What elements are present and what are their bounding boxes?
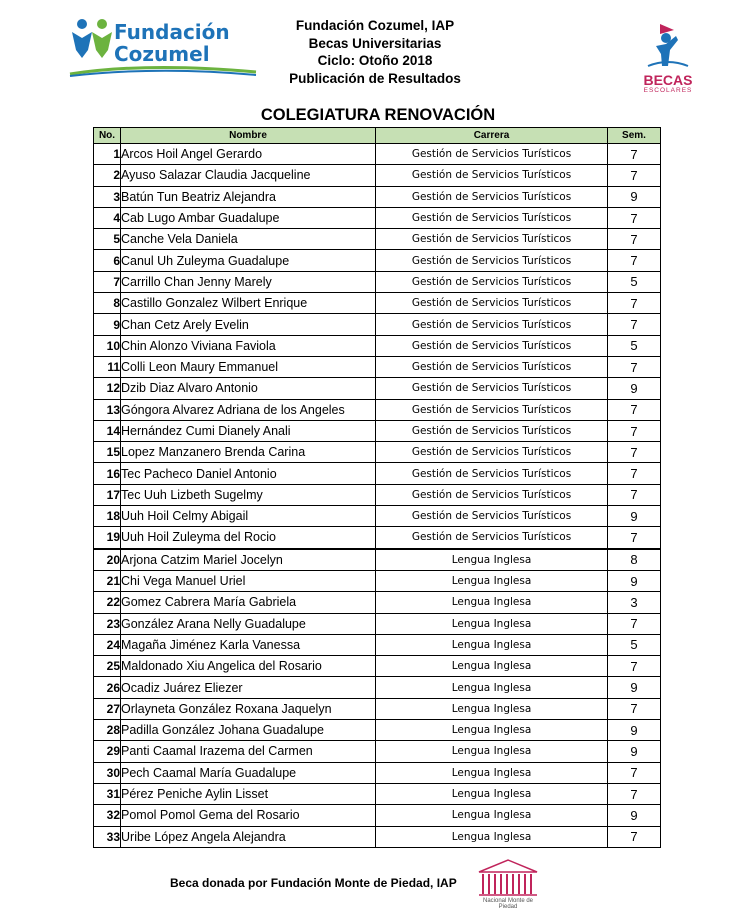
column-header-nombre: Nombre: [121, 128, 376, 144]
cell-sem: 9: [608, 378, 661, 399]
cell-carrera: Lengua Inglesa: [376, 592, 608, 613]
table-row: [94, 335, 661, 356]
header-program: Becas Universitarias: [308, 35, 442, 51]
cell-no: 11: [94, 356, 121, 377]
cell-sem: 5: [608, 271, 661, 292]
cell-nombre: Ocadiz Juárez Eliezer: [121, 677, 376, 698]
cell-sem: 7: [608, 527, 661, 549]
cell-no: 32: [94, 805, 121, 826]
cell-no: 4: [94, 207, 121, 228]
cell-nombre: Padilla González Johana Guadalupe: [121, 720, 376, 741]
table-row: [94, 207, 661, 228]
table-row: [94, 783, 661, 804]
cell-nombre: González Arana Nelly Guadalupe: [121, 613, 376, 634]
cell-nombre: Ayuso Salazar Claudia Jacqueline: [121, 165, 376, 186]
cell-no: 16: [94, 463, 121, 484]
cell-nombre: Arjona Catzim Mariel Jocelyn: [121, 549, 376, 571]
cell-sem: 7: [608, 484, 661, 505]
table-header-row: [94, 128, 661, 144]
table-row: [94, 420, 661, 441]
cell-nombre: Tec Pacheco Daniel Antonio: [121, 463, 376, 484]
cell-carrera: Gestión de Servicios Turísticos: [376, 207, 608, 228]
cell-carrera: Gestión de Servicios Turísticos: [376, 335, 608, 356]
cell-nombre: Uribe López Angela Alejandra: [121, 826, 376, 847]
cell-sem: 7: [608, 165, 661, 186]
cell-no: 17: [94, 484, 121, 505]
cell-carrera: Lengua Inglesa: [376, 613, 608, 634]
cell-no: 10: [94, 335, 121, 356]
cell-nombre: Castillo Gonzalez Wilbert Enrique: [121, 293, 376, 314]
monte-logo-caption: Nacional Monte de Piedad: [482, 898, 534, 910]
cell-carrera: Gestión de Servicios Turísticos: [376, 144, 608, 165]
table-row: [94, 250, 661, 271]
cell-carrera: Lengua Inglesa: [376, 677, 608, 698]
table-row: [94, 186, 661, 207]
cell-nombre: Pomol Pomol Gema del Rosario: [121, 805, 376, 826]
cell-nombre: Chan Cetz Arely Evelin: [121, 314, 376, 335]
table-row: [94, 762, 661, 783]
cell-no: 13: [94, 399, 121, 420]
table-body: [94, 144, 661, 848]
cell-carrera: Lengua Inglesa: [376, 549, 608, 571]
cell-sem: 7: [608, 463, 661, 484]
cell-sem: 7: [608, 250, 661, 271]
cell-no: 28: [94, 720, 121, 741]
cell-carrera: Gestión de Servicios Turísticos: [376, 527, 608, 549]
table-row: [94, 634, 661, 655]
document-header: [260, 17, 490, 87]
cell-sem: 9: [608, 805, 661, 826]
cell-sem: 3: [608, 592, 661, 613]
becas-figure-icon: [628, 22, 708, 72]
cell-carrera: Lengua Inglesa: [376, 570, 608, 591]
cell-carrera: Gestión de Servicios Turísticos: [376, 250, 608, 271]
header-subtitle: Publicación de Resultados: [289, 70, 461, 86]
table-row: [94, 293, 661, 314]
fundacion-cozumel-logo: [68, 14, 258, 76]
cell-no: 3: [94, 186, 121, 207]
becas-escolares-logo: [628, 22, 708, 100]
cell-sem: 7: [608, 356, 661, 377]
cell-sem: 7: [608, 293, 661, 314]
cell-sem: 7: [608, 399, 661, 420]
cell-carrera: Gestión de Servicios Turísticos: [376, 420, 608, 441]
table-row: [94, 677, 661, 698]
cell-no: 9: [94, 314, 121, 335]
cell-no: 20: [94, 549, 121, 571]
table-row: [94, 613, 661, 634]
cell-carrera: Gestión de Servicios Turísticos: [376, 356, 608, 377]
cell-nombre: Canul Uh Zuleyma Guadalupe: [121, 250, 376, 271]
cell-sem: 7: [608, 144, 661, 165]
cell-nombre: Maldonado Xiu Angelica del Rosario: [121, 656, 376, 677]
cell-nombre: Góngora Alvarez Adriana de los Angeles: [121, 399, 376, 420]
cell-carrera: Lengua Inglesa: [376, 720, 608, 741]
cell-sem: 9: [608, 570, 661, 591]
logo-swoosh-icon: [68, 64, 258, 78]
table-row: [94, 720, 661, 741]
table-title: COLEGIATURA RENOVACIÓN: [260, 106, 496, 124]
table-row: [94, 356, 661, 377]
cell-sem: 9: [608, 741, 661, 762]
cell-sem: 7: [608, 783, 661, 804]
cell-nombre: Carrillo Chan Jenny Marely: [121, 271, 376, 292]
table-row: [94, 144, 661, 165]
cell-nombre: Canche Vela Daniela: [121, 229, 376, 250]
cell-no: 31: [94, 783, 121, 804]
table-row: [94, 805, 661, 826]
cell-sem: 7: [608, 698, 661, 719]
cell-no: 30: [94, 762, 121, 783]
table-row: [94, 484, 661, 505]
cell-sem: 8: [608, 549, 661, 571]
cell-sem: 5: [608, 634, 661, 655]
table-row: [94, 378, 661, 399]
header-cycle: Ciclo: Otoño 2018: [317, 53, 433, 68]
cell-nombre: Lopez Manzanero Brenda Carina: [121, 442, 376, 463]
table-row: [94, 442, 661, 463]
cell-no: 19: [94, 527, 121, 549]
cell-no: 6: [94, 250, 121, 271]
table-row: [94, 549, 661, 571]
cell-carrera: Gestión de Servicios Turísticos: [376, 165, 608, 186]
cell-carrera: Lengua Inglesa: [376, 634, 608, 655]
cell-no: 12: [94, 378, 121, 399]
cell-carrera: Lengua Inglesa: [376, 698, 608, 719]
cell-no: 23: [94, 613, 121, 634]
cell-nombre: Colli Leon Maury Emmanuel: [121, 356, 376, 377]
cell-nombre: Batún Tun Beatriz Alejandra: [121, 186, 376, 207]
logo-word-cozumel: Cozumel: [114, 42, 210, 66]
cell-carrera: Gestión de Servicios Turísticos: [376, 399, 608, 420]
cell-no: 14: [94, 420, 121, 441]
cell-no: 5: [94, 229, 121, 250]
cell-carrera: Lengua Inglesa: [376, 783, 608, 804]
cell-sem: 7: [608, 314, 661, 335]
cell-sem: 7: [608, 442, 661, 463]
table-row: [94, 506, 661, 527]
logo-word-fundacion: Fundación: [114, 20, 230, 44]
becas-logo-title: BECAS: [643, 72, 693, 88]
table-row: [94, 698, 661, 719]
table-row: [94, 826, 661, 847]
cell-no: 8: [94, 293, 121, 314]
cell-no: 29: [94, 741, 121, 762]
cell-carrera: Gestión de Servicios Turísticos: [376, 271, 608, 292]
cell-carrera: Gestión de Servicios Turísticos: [376, 484, 608, 505]
cell-nombre: Pérez Peniche Aylin Lisset: [121, 783, 376, 804]
cell-sem: 9: [608, 186, 661, 207]
cell-sem: 7: [608, 420, 661, 441]
cell-nombre: Panti Caamal Irazema del Carmen: [121, 741, 376, 762]
table-row: [94, 656, 661, 677]
cell-no: 21: [94, 570, 121, 591]
monte-building-icon: [473, 858, 543, 898]
cozumel-figures-icon: [68, 16, 116, 68]
cell-no: 15: [94, 442, 121, 463]
cell-sem: 7: [608, 613, 661, 634]
table-row: [94, 570, 661, 591]
table-row: [94, 314, 661, 335]
cell-nombre: Pech Caamal María Guadalupe: [121, 762, 376, 783]
cell-nombre: Chi Vega Manuel Uriel: [121, 570, 376, 591]
table-row: [94, 229, 661, 250]
cell-carrera: Lengua Inglesa: [376, 741, 608, 762]
cell-sem: 9: [608, 506, 661, 527]
table-row: [94, 399, 661, 420]
cell-nombre: Arcos Hoil Angel Gerardo: [121, 144, 376, 165]
footer-donation-note: Beca donada por Fundación Monte de Piedad, IAP: [170, 876, 457, 890]
cell-carrera: Gestión de Servicios Turísticos: [376, 293, 608, 314]
cell-carrera: Lengua Inglesa: [376, 826, 608, 847]
cell-no: 7: [94, 271, 121, 292]
table-row: [94, 271, 661, 292]
becas-logo-subtitle: ESCOLARES: [643, 87, 693, 94]
cell-no: 25: [94, 656, 121, 677]
cell-no: 27: [94, 698, 121, 719]
table-row: [94, 741, 661, 762]
column-header-carrera: Carrera: [376, 128, 608, 144]
cell-nombre: Magaña Jiménez Karla Vanessa: [121, 634, 376, 655]
cell-nombre: Uuh Hoil Celmy Abigail: [121, 506, 376, 527]
cell-carrera: Gestión de Servicios Turísticos: [376, 463, 608, 484]
monte-de-piedad-logo: [473, 858, 543, 908]
cell-nombre: Uuh Hoil Zuleyma del Rocio: [121, 527, 376, 549]
cell-carrera: Gestión de Servicios Turísticos: [376, 378, 608, 399]
cell-nombre: Tec Uuh Lizbeth Sugelmy: [121, 484, 376, 505]
cell-sem: 7: [608, 207, 661, 228]
cell-sem: 7: [608, 229, 661, 250]
table-row: [94, 527, 661, 549]
cell-nombre: Orlayneta González Roxana Jaquelyn: [121, 698, 376, 719]
cell-sem: 9: [608, 720, 661, 741]
cell-nombre: Hernández Cumi Dianely Anali: [121, 420, 376, 441]
table-row: [94, 463, 661, 484]
results-table: [93, 127, 661, 848]
cell-sem: 9: [608, 677, 661, 698]
cell-nombre: Chin Alonzo Viviana Faviola: [121, 335, 376, 356]
cell-carrera: Gestión de Servicios Turísticos: [376, 186, 608, 207]
cell-no: 2: [94, 165, 121, 186]
cell-carrera: Gestión de Servicios Turísticos: [376, 506, 608, 527]
table-row: [94, 592, 661, 613]
cell-no: 1: [94, 144, 121, 165]
cell-no: 22: [94, 592, 121, 613]
cell-carrera: Lengua Inglesa: [376, 805, 608, 826]
cell-nombre: Gomez Cabrera María Gabriela: [121, 592, 376, 613]
cell-sem: 7: [608, 762, 661, 783]
cell-sem: 7: [608, 656, 661, 677]
cell-carrera: Gestión de Servicios Turísticos: [376, 442, 608, 463]
column-header-no: No.: [94, 128, 121, 144]
cell-no: 24: [94, 634, 121, 655]
table-row: [94, 165, 661, 186]
cell-sem: 7: [608, 826, 661, 847]
cell-nombre: Dzib Diaz Alvaro Antonio: [121, 378, 376, 399]
cell-carrera: Lengua Inglesa: [376, 656, 608, 677]
cell-no: 18: [94, 506, 121, 527]
cell-carrera: Gestión de Servicios Turísticos: [376, 314, 608, 335]
cell-no: 33: [94, 826, 121, 847]
column-header-sem: Sem.: [608, 128, 661, 144]
cell-sem: 5: [608, 335, 661, 356]
cell-carrera: Lengua Inglesa: [376, 762, 608, 783]
header-organization: Fundación Cozumel, IAP: [295, 18, 455, 33]
cell-nombre: Cab Lugo Ambar Guadalupe: [121, 207, 376, 228]
cell-carrera: Gestión de Servicios Turísticos: [376, 229, 608, 250]
cell-no: 26: [94, 677, 121, 698]
